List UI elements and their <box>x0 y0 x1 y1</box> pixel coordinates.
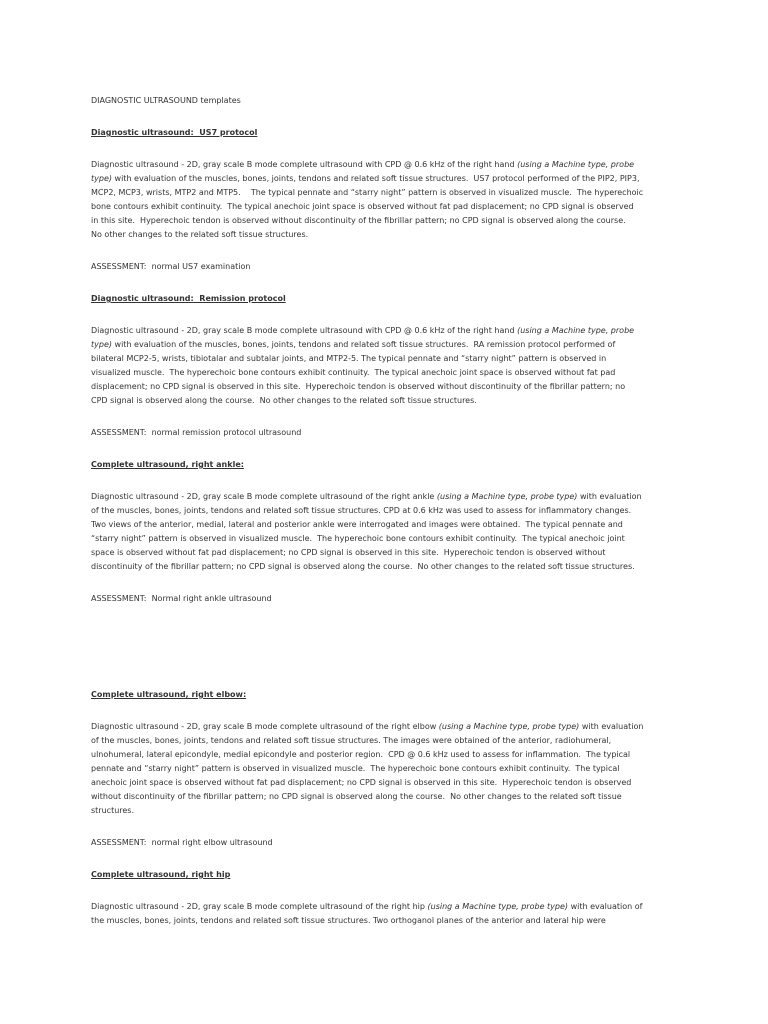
assessment-text: ASSESSMENT: normal US7 examination <box>91 262 251 271</box>
text-run: anechoic joint space is observed without fat pad displacement; no CPD signal is observed in this site. Hyperechoic tendon is observed <box>91 778 632 787</box>
document-title: DIAGNOSTIC ULTRASOUND templates <box>91 96 241 105</box>
section-remission-protocol <box>91 292 768 440</box>
text-run: visualized muscle. The hyperechoic bone contours exhibit continuity. The typical anechoic joint space is observed without fat pad <box>91 368 616 377</box>
text-run: bone contours exhibit continuity. The typical anechoic joint space is observed without fat pad displacement; no CPD signal is observed <box>91 202 634 211</box>
text-line <box>91 366 768 380</box>
italic-text-run: (using a Machine type, probe <box>517 160 635 169</box>
text-line <box>91 172 768 186</box>
section-body <box>91 324 768 408</box>
section-right-ankle <box>91 458 768 606</box>
text-line <box>91 532 768 546</box>
text-line <box>91 214 768 228</box>
text-line <box>91 900 768 914</box>
text-line <box>91 560 768 574</box>
text-run: CPD signal is observed along the course. No other changes to the related soft tissue structures. <box>91 396 477 405</box>
italic-text-run: (using a Machine type, probe type) <box>427 902 569 911</box>
text-run: without discontinuity of the fibrillar pattern; no CPD signal is observed along the course. No other changes to the related soft tissue <box>91 792 622 801</box>
section-heading: Complete ultrasound, right elbow: <box>91 690 247 699</box>
text-line <box>91 352 768 366</box>
text-line <box>91 200 768 214</box>
text-run: Diagnostic ultrasound - 2D, gray scale B mode complete ultrasound with CPD @ 0.6 kHz of the right hand <box>91 160 518 169</box>
text-run: with evaluation of the muscles, bones, joints, tendons and related soft tissue structures. US7 protocol performed of the PIP2, PIP3, <box>112 174 640 183</box>
text-run: displacement; no CPD signal is observed in this site. Hyperechoic tendon is observed without discontinuity of the fibrillar pattern; no <box>91 382 626 391</box>
italic-text-run: type) <box>91 340 112 349</box>
text-run: “starry night” pattern is observed in visualized muscle. The hyperechoic bone contours exhibit continuity. The typical anechoic joint <box>91 534 625 543</box>
text-run: bilateral MCP2-5, wrists, tibiotalar and subtalar joints, and MTP2-5. The typical pennate and “starry night” pattern is observed in <box>91 354 607 363</box>
assessment-text: ASSESSMENT: normal right elbow ultrasound <box>91 838 273 847</box>
section-body <box>91 490 768 574</box>
text-run: Diagnostic ultrasound - 2D, gray scale B mode complete ultrasound with CPD @ 0.6 kHz of the right hand <box>91 326 518 335</box>
text-run: in this site. Hyperechoic tendon is observed without discontinuity of the fibrillar pattern; no CPD signal is observed along the course. <box>91 216 626 225</box>
text-line <box>91 394 768 408</box>
text-line <box>91 324 768 338</box>
text-line <box>91 504 768 518</box>
text-run: Diagnostic ultrasound - 2D, gray scale B mode complete ultrasound of the right hip <box>91 902 428 911</box>
assessment-text: ASSESSMENT: normal remission protocol ultrasound <box>91 428 302 437</box>
section-right-elbow <box>91 624 768 850</box>
section-heading: Complete ultrasound, right hip <box>91 870 231 879</box>
text-line <box>91 186 768 200</box>
italic-text-run: (using a Machine type, probe <box>517 326 635 335</box>
text-line <box>91 720 768 734</box>
italic-text-run: type) <box>91 174 112 183</box>
text-line <box>91 338 768 352</box>
section-heading: Diagnostic ultrasound: US7 protocol <box>91 128 258 137</box>
text-line <box>91 734 768 748</box>
section-right-hip <box>91 868 768 928</box>
text-line <box>91 804 768 818</box>
assessment-text: ASSESSMENT: Normal right ankle ultrasound <box>91 594 272 603</box>
text-run: Diagnostic ultrasound - 2D, gray scale B mode complete ultrasound of the right ankle <box>91 492 437 501</box>
text-line <box>91 380 768 394</box>
section-heading: Complete ultrasound, right ankle: <box>91 460 244 469</box>
text-run: the muscles, bones, joints, tendons and related soft tissue structures. Two orthoganol planes of the anterior and lateral hip were <box>91 916 606 925</box>
italic-text-run: (using a Machine type, probe type) <box>436 492 578 501</box>
text-run: ulnohumeral, lateral epicondyle, medial epicondyle and posterior region. CPD @ 0.6 kHz used to assess for inflammation. The typical <box>91 750 631 759</box>
section-body <box>91 720 768 818</box>
text-run: Two views of the anterior, medial, lateral and posterior ankle were interrogated and images were obtained. The typical pennate and <box>91 520 623 529</box>
text-line <box>91 228 768 242</box>
section-body <box>91 900 768 928</box>
text-line <box>91 776 768 790</box>
text-run: pennate and “starry night” pattern is observed in visualized muscle. The hyperechoic bone contours exhibit continuity. The typical <box>91 764 620 773</box>
text-line <box>91 790 768 804</box>
section-heading: Diagnostic ultrasound: Remission protocol <box>91 294 286 303</box>
text-run: with evaluation <box>577 492 642 501</box>
text-run: with evaluation of the muscles, bones, joints, tendons and related soft tissue structures. RA remission protocol performed of <box>112 340 616 349</box>
text-run: discontinuity of the fibrillar pattern; no CPD signal is observed along the course. No other changes to the related soft tissue structures. <box>91 562 635 571</box>
text-run: space is observed without fat pad displacement; no CPD signal is observed in this site. Hyperechoic tendon is observed without <box>91 548 606 557</box>
text-run: Diagnostic ultrasound - 2D, gray scale B mode complete ultrasound of the right elbow <box>91 722 439 731</box>
text-line <box>91 748 768 762</box>
text-run: MCP2, MCP3, wrists, MTP2 and MTP5. The typical pennate and “starry night” pattern is observed in visualized muscle. The hyperechoic <box>91 188 644 197</box>
text-run: structures. <box>91 806 135 815</box>
text-line <box>91 490 768 504</box>
text-line <box>91 518 768 532</box>
text-run: with evaluation of <box>568 902 643 911</box>
text-run: No other changes to the related soft tissue structures. <box>91 230 309 239</box>
italic-text-run: (using a Machine type, probe type) <box>438 722 580 731</box>
text-line <box>91 158 768 172</box>
text-line <box>91 546 768 560</box>
text-line <box>91 914 768 928</box>
text-line <box>91 762 768 776</box>
text-run: of the muscles, bones, joints, tendons and related soft tissue structures. CPD at 0.6 kHz was used to assess for inflammatory changes. <box>91 506 632 515</box>
section-us7-protocol <box>91 126 768 274</box>
text-run: of the muscles, bones, joints, tendons and related soft tissue structures. The images were obtained of the anterior, radiohumeral, <box>91 736 612 745</box>
text-run: with evaluation <box>579 722 644 731</box>
section-body <box>91 158 768 242</box>
